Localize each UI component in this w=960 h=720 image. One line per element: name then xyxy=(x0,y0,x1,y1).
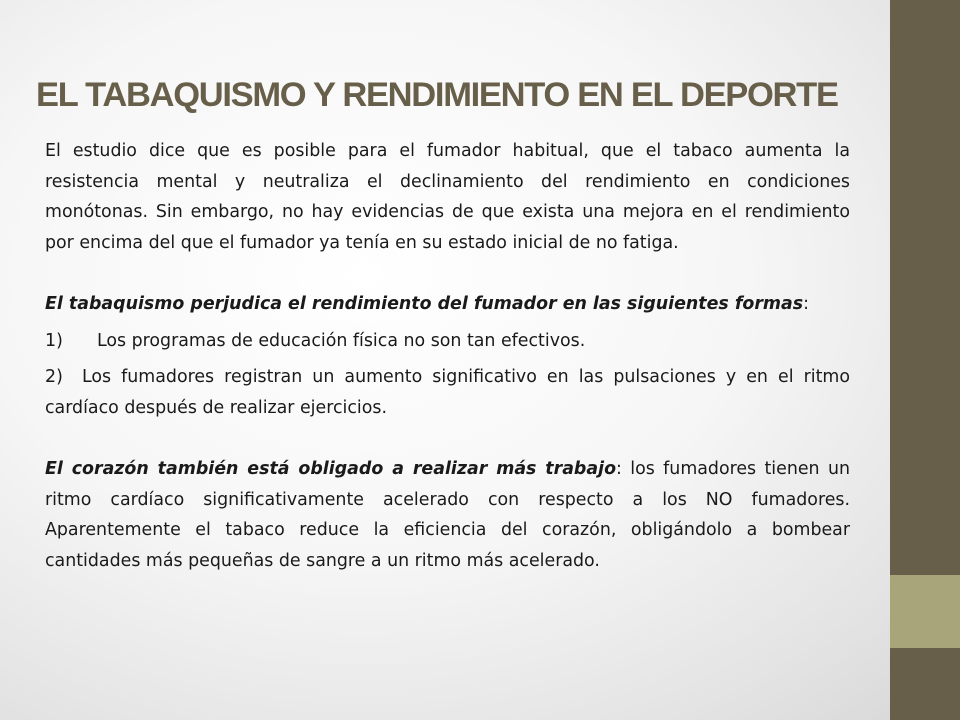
lead-colon: : xyxy=(803,294,809,314)
heart-text: : los fumadores tienen un ritmo cardíaco significativamente acelerado con respecto a los NO fumadores. Aparentemente el tabaco reduce la eficiencia del corazón, obligándolo a bombear cantidades más pequeñas de sangre a un ritmo más acelerado. xyxy=(45,459,850,571)
lead-line xyxy=(45,289,850,320)
sidebar-band-light xyxy=(890,575,960,648)
sidebar-band-dark-top xyxy=(890,0,960,575)
heart-paragraph xyxy=(45,454,850,576)
list-item-2 xyxy=(45,362,850,423)
slide-title: EL TABAQUISMO Y RENDIMIENTO EN EL DEPORTE xyxy=(36,76,838,114)
decorative-sidebar xyxy=(890,0,960,720)
heart-italic-text: El corazón también está obligado a realizar más trabajo xyxy=(45,459,617,479)
list-item-1 xyxy=(45,326,850,357)
list-item-number: 1) xyxy=(45,330,63,351)
list-item-text: Los fumadores registran un aumento significativo en las pulsaciones y en el ritmo cardíaco después de realizar ejercicios. xyxy=(45,367,850,418)
list-item-text: Los programas de educación física no son tan efectivos. xyxy=(97,330,586,351)
lead-italic-text: El tabaquismo perjudica el rendimiento del fumador en las siguientes formas xyxy=(45,294,804,314)
sidebar-band-dark-bottom xyxy=(890,648,960,720)
intro-paragraph: El estudio dice que es posible para el fumador habitual, que el tabaco aumenta la resistencia mental y neutraliza el declinamiento del rendimiento en condiciones monótonas. Sin embargo, no hay evidencias de que exista una mejora en el rendimiento por encima del que el fumador ya tenía en su estado inicial de no fatiga. xyxy=(45,141,850,253)
list-item-number: 2) xyxy=(45,367,63,387)
slide-body xyxy=(45,136,850,576)
